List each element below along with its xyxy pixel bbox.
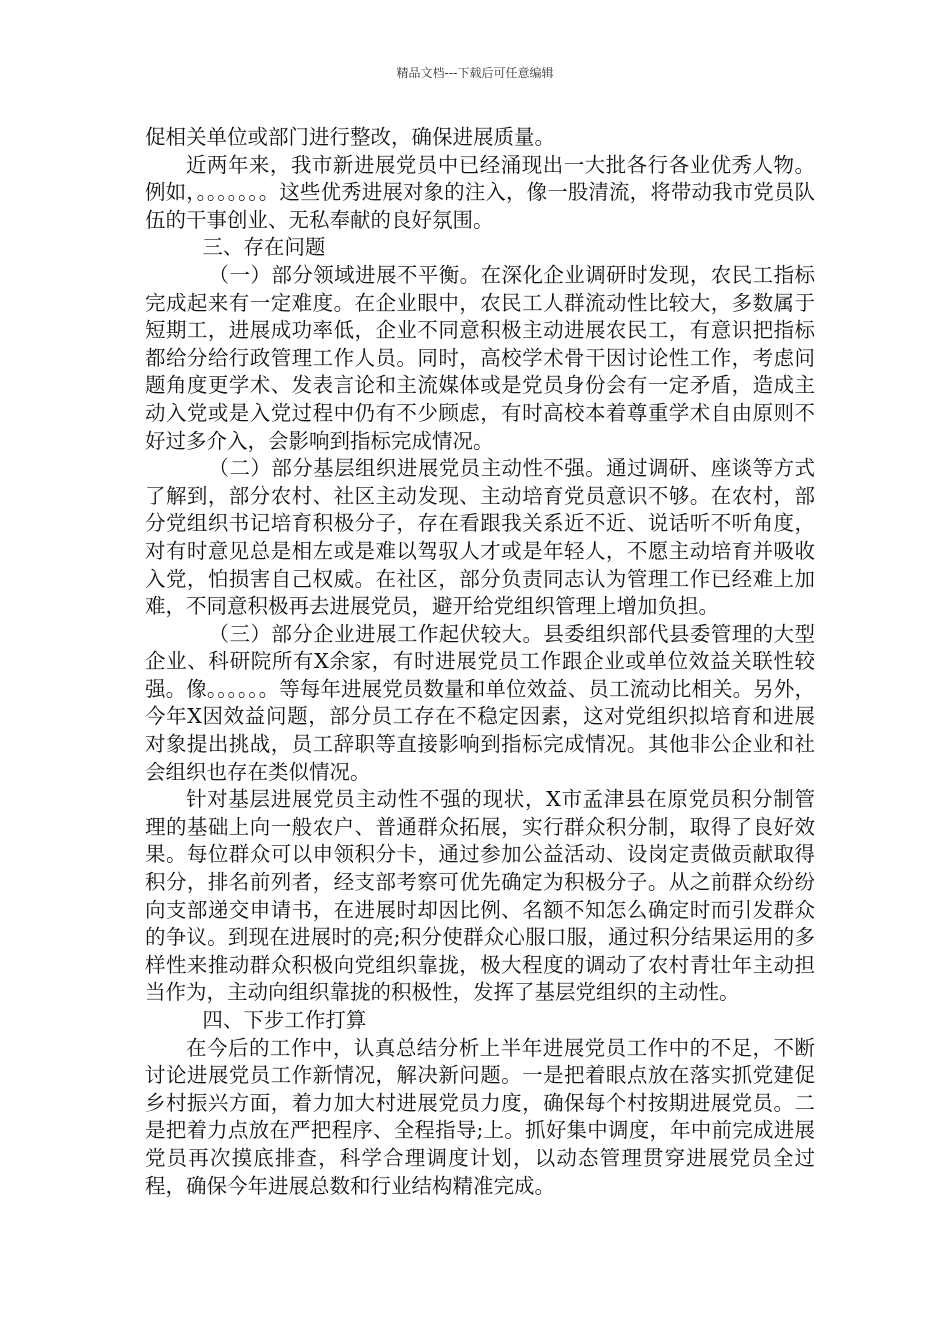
section-heading-problems: 三、存在问题 [202, 235, 326, 260]
paragraph-future-work: 在今后的工作中，认真总结分析上半年进展党员工作中的不足，不断讨论进展党员工作新情况，解决新问题。一是把着眼点放在落实抓党建促乡村振兴方面，着力加大村进展党员力度，确保每个村按期进展党员。二是把着力点放在严把程序、全程指导;上。抓好集中调度，年中前完成进展党员再次摸底排查，科学合理调度计划，以动态管理贯穿进展党员全过程，确保今年进展总数和行业结构精准完成。 [145, 1035, 815, 1198]
paragraph-points-system: 针对基层进展党员主动性不强的现状，X市孟津县在原党员积分制管理的基础上向一般农户、普通群众拓展，实行群众积分制，取得了良好效果。每位群众可以申领积分卡，通过参加公益活动、设岗定责做贡献取得积分，排名前列者，经支部考察可优先确定为积极分子。从之前群众纷纷向支部递交申请书，在进展时却因比例、名额不知怎么确定时而引发群众的争议。到现在进展时的亮;积分使群众心服口服，通过积分结果运用的多样性来推动群众积极向党组织靠拢，极大程度的调动了农村青壮年主动担当作为，主动向组织靠拢的积极性，发挥了基层党组织的主动性。 [145, 787, 815, 1005]
paragraph-outstanding-members: 近两年来，我市新进展党员中已经涌现出一大批各行各业优秀人物。例如，。。。。。。。这些优秀进展对象的注入，像一股清流，将带动我市党员队伍的干事创业、无私奉献的良好氛围。 [145, 152, 815, 232]
paragraph-problem-3: （三）部分企业进展工作起伏较大。县委组织部代县委管理的大型企业、科研院所有X余家，有时进展党员工作跟企业或单位效益关联性较强。像。。。。。。等每年进展党员数量和单位效益、员工流动比相关。另外，今年X因效益问题，部分员工存在不稳定因素，这对党组织拟培育和进展对象提出挑战，员工辞职等直接影响到指标完成情况。其他非公企业和社会组织也存在类似情况。 [145, 621, 815, 784]
paragraph-problem-2: （二）部分基层组织进展党员主动性不强。通过调研、座谈等方式了解到，部分农村、社区主动发现、主动培育党员意识不够。在农村，部分党组织书记培育积极分子，存在看跟我关系近不近、说话听不听角度，对有时意见总是相左或是难以驾驭人才或是年轻人，不愿主动培育并吸收入党，怕损害自己权威。在社区，部分负责同志认为管理工作已经难上加难，不同意积极再去进展党员，避开给党组织管理上增加负担。 [145, 456, 815, 619]
document-body [145, 124, 815, 1200]
section-heading-next-steps: 四、下步工作打算 [202, 1008, 367, 1032]
paragraph-problem-1: （一）部分领域进展不平衡。在深化企业调研时发现，农民工指标完成起来有一定难度。在企业眼中，农民工人群流动性比较大，多数属于短期工，进展成功率低，企业不同意积极主动进展农民工，有意识把指标都给分给行政管理工作人员。同时，高校学术骨干因讨论性工作，考虑问题角度更学术、发表言论和主流媒体或是党员身份会有一定矛盾，造成主动入党或是入党过程中仍有不少顾虑，有时高校本着尊重学术自由原则不好过多介入，会影响到指标完成情况。 [145, 262, 815, 453]
paragraph-continuation: 促相关单位或部门进行整改，确保进展质量。 [145, 125, 555, 149]
page-header: 精品文档---下载后可任意编辑 [396, 66, 554, 80]
